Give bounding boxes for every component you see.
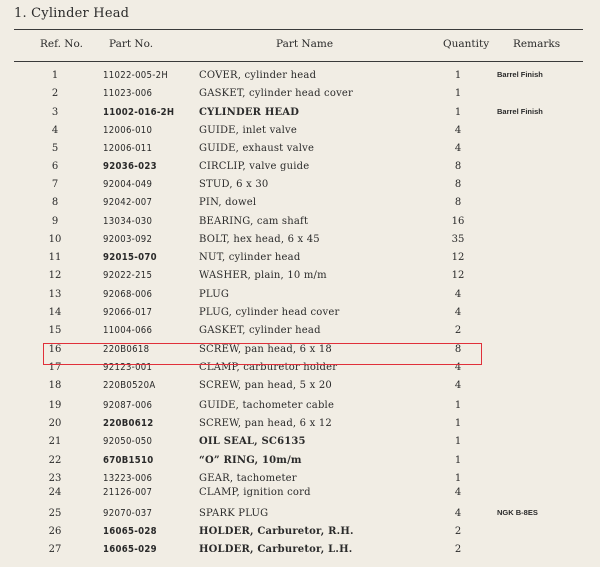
quantity-cell: 4	[454, 362, 462, 373]
table-row	[0, 289, 600, 307]
part-no-cell: 92070-037	[103, 508, 153, 519]
part-no-cell: 11023-006	[103, 88, 153, 99]
part-name-cell: BOLT, hex head, 6 x 45	[199, 234, 320, 245]
quantity-cell: 1	[454, 418, 462, 429]
part-name-cell: CYLINDER HEAD	[199, 107, 300, 118]
quantity-cell: 4	[454, 487, 462, 498]
table-row	[0, 143, 600, 161]
quantity-cell: 2	[454, 325, 462, 336]
table-row	[0, 216, 600, 234]
section-title: 1. Cylinder Head	[14, 6, 130, 21]
ref-no-cell: 18	[48, 380, 62, 391]
part-no-cell: 92087-006	[103, 400, 153, 411]
table-row	[0, 125, 600, 143]
quantity-cell: 1	[454, 70, 462, 81]
table-row	[0, 107, 600, 125]
part-no-cell: 92036-023	[103, 161, 157, 172]
header-ref-no: Ref. No.	[40, 38, 83, 50]
quantity-cell: 8	[454, 179, 462, 190]
part-name-cell: CIRCLIP, valve guide	[199, 161, 310, 172]
part-name-cell: SCREW, pan head, 6 x 18	[199, 344, 332, 355]
part-name-cell: SCREW, pan head, 6 x 12	[199, 418, 332, 429]
part-name-cell: HOLDER, Carburetor, L.H.	[199, 544, 353, 555]
top-rule	[14, 29, 583, 30]
table-row	[0, 88, 600, 106]
table-row	[0, 436, 600, 454]
part-name-cell: GUIDE, inlet valve	[199, 125, 297, 136]
table-row	[0, 197, 600, 215]
table-row	[0, 508, 600, 526]
quantity-cell: 4	[454, 307, 462, 318]
table-row	[0, 544, 600, 562]
part-name-cell: GASKET, cylinder head	[199, 325, 321, 336]
part-no-cell: 12006-010	[103, 125, 153, 136]
part-name-cell: PIN, dowel	[199, 197, 257, 208]
part-name-cell: “O” RING, 10m/m	[199, 455, 302, 466]
part-name-cell: GEAR, tachometer	[199, 473, 297, 484]
part-name-cell: WASHER, plain, 10 m/m	[199, 270, 327, 281]
ref-no-cell: 1	[51, 70, 59, 81]
part-name-cell: GUIDE, exhaust valve	[199, 143, 315, 154]
ref-no-cell: 20	[48, 418, 62, 429]
quantity-cell: 1	[454, 107, 462, 118]
quantity-cell: 4	[454, 289, 462, 300]
quantity-cell: 2	[454, 526, 462, 537]
part-name-cell: BEARING, cam shaft	[199, 216, 309, 227]
table-row	[0, 400, 600, 418]
part-name-cell: COVER, cylinder head	[199, 70, 317, 81]
remarks-cell: NGK B-8ES	[497, 508, 538, 517]
part-name-cell: NUT, cylinder head	[199, 252, 301, 263]
table-row	[0, 380, 600, 398]
header-quantity: Quantity	[443, 38, 490, 50]
part-no-cell: 220B0520A	[103, 380, 156, 391]
ref-no-cell: 25	[48, 508, 62, 519]
part-no-cell: 11004-066	[103, 325, 153, 336]
ref-no-cell: 26	[48, 526, 62, 537]
ref-no-cell: 10	[48, 234, 62, 245]
part-name-cell: PLUG, cylinder head cover	[199, 307, 340, 318]
part-no-cell: 92066-017	[103, 307, 153, 318]
part-no-cell: 16065-028	[103, 526, 157, 537]
part-name-cell: OIL SEAL, SC6135	[199, 436, 306, 447]
part-no-cell: 13223-006	[103, 473, 153, 484]
quantity-cell: 12	[451, 270, 465, 281]
part-no-cell: 92003-092	[103, 234, 153, 245]
ref-no-cell: 5	[51, 143, 59, 154]
part-no-cell: 92123-001	[103, 362, 153, 373]
table-row	[0, 179, 600, 197]
part-no-cell: 16065-029	[103, 544, 157, 555]
part-no-cell: 92050-050	[103, 436, 153, 447]
table-row	[0, 270, 600, 288]
ref-no-cell: 6	[51, 161, 59, 172]
part-no-cell: 21126-007	[103, 487, 153, 498]
header-part-name: Part Name	[276, 38, 334, 50]
part-no-cell: 12006-011	[103, 143, 153, 154]
table-row	[0, 234, 600, 252]
part-name-cell: GASKET, cylinder head cover	[199, 88, 354, 99]
ref-no-cell: 17	[48, 362, 62, 373]
quantity-cell: 35	[451, 234, 465, 245]
row-highlight-box	[43, 343, 482, 365]
ref-no-cell: 7	[51, 179, 59, 190]
part-name-cell: PLUG	[199, 289, 230, 300]
part-name-cell: GUIDE, tachometer cable	[199, 400, 335, 411]
quantity-cell: 1	[454, 88, 462, 99]
part-no-cell: 92042-007	[103, 197, 153, 208]
remarks-cell: Barrel Finish	[497, 107, 543, 116]
quantity-cell: 1	[454, 473, 462, 484]
quantity-cell: 4	[454, 508, 462, 519]
part-name-cell: STUD, 6 x 30	[199, 179, 269, 190]
table-row	[0, 161, 600, 179]
header-remarks: Remarks	[513, 38, 561, 50]
ref-no-cell: 22	[48, 455, 62, 466]
part-name-cell: CLAMP, carburetor holder	[199, 362, 338, 373]
part-name-cell: CLAMP, ignition cord	[199, 487, 311, 498]
part-no-cell: 220B0612	[103, 418, 154, 429]
part-no-cell: 220B0618	[103, 344, 150, 355]
part-no-cell: 670B1510	[103, 455, 154, 466]
table-row	[0, 252, 600, 270]
quantity-cell: 4	[454, 125, 462, 136]
quantity-cell: 4	[454, 380, 462, 391]
table-row	[0, 325, 600, 343]
quantity-cell: 1	[454, 400, 462, 411]
ref-no-cell: 9	[51, 216, 59, 227]
header-part-no: Part No.	[109, 38, 154, 50]
part-no-cell: 92004-049	[103, 179, 153, 190]
ref-no-cell: 2	[51, 88, 59, 99]
ref-no-cell: 13	[48, 289, 62, 300]
part-name-cell: HOLDER, Carburetor, R.H.	[199, 526, 354, 537]
ref-no-cell: 21	[48, 436, 62, 447]
part-no-cell: 13034-030	[103, 216, 153, 227]
ref-no-cell: 14	[48, 307, 62, 318]
quantity-cell: 1	[454, 436, 462, 447]
table-row	[0, 418, 600, 436]
quantity-cell: 1	[454, 455, 462, 466]
quantity-cell: 2	[454, 544, 462, 555]
part-no-cell: 11022-005-2H	[103, 70, 169, 81]
quantity-cell: 8	[454, 344, 462, 355]
ref-no-cell: 27	[48, 544, 62, 555]
table-row	[0, 487, 600, 505]
table-row	[0, 455, 600, 473]
ref-no-cell: 19	[48, 400, 62, 411]
ref-no-cell: 4	[51, 125, 59, 136]
ref-no-cell: 23	[48, 473, 62, 484]
quantity-cell: 8	[454, 161, 462, 172]
quantity-cell: 16	[451, 216, 465, 227]
ref-no-cell: 11	[48, 252, 62, 263]
ref-no-cell: 16	[48, 344, 62, 355]
ref-no-cell: 12	[48, 270, 62, 281]
part-no-cell: 11002-016-2H	[103, 107, 175, 118]
quantity-cell: 8	[454, 197, 462, 208]
header-rule	[14, 61, 583, 62]
part-no-cell: 92022-215	[103, 270, 153, 281]
ref-no-cell: 8	[51, 197, 59, 208]
ref-no-cell: 15	[48, 325, 62, 336]
table-row	[0, 307, 600, 325]
ref-no-cell: 24	[48, 487, 62, 498]
table-row	[0, 70, 600, 88]
part-no-cell: 92068-006	[103, 289, 153, 300]
part-no-cell: 92015-070	[103, 252, 157, 263]
remarks-cell: Barrel Finish	[497, 70, 543, 79]
quantity-cell: 12	[451, 252, 465, 263]
part-name-cell: SPARK PLUG	[199, 508, 269, 519]
table-row	[0, 526, 600, 544]
quantity-cell: 4	[454, 143, 462, 154]
part-name-cell: SCREW, pan head, 5 x 20	[199, 380, 332, 391]
ref-no-cell: 3	[51, 107, 59, 118]
